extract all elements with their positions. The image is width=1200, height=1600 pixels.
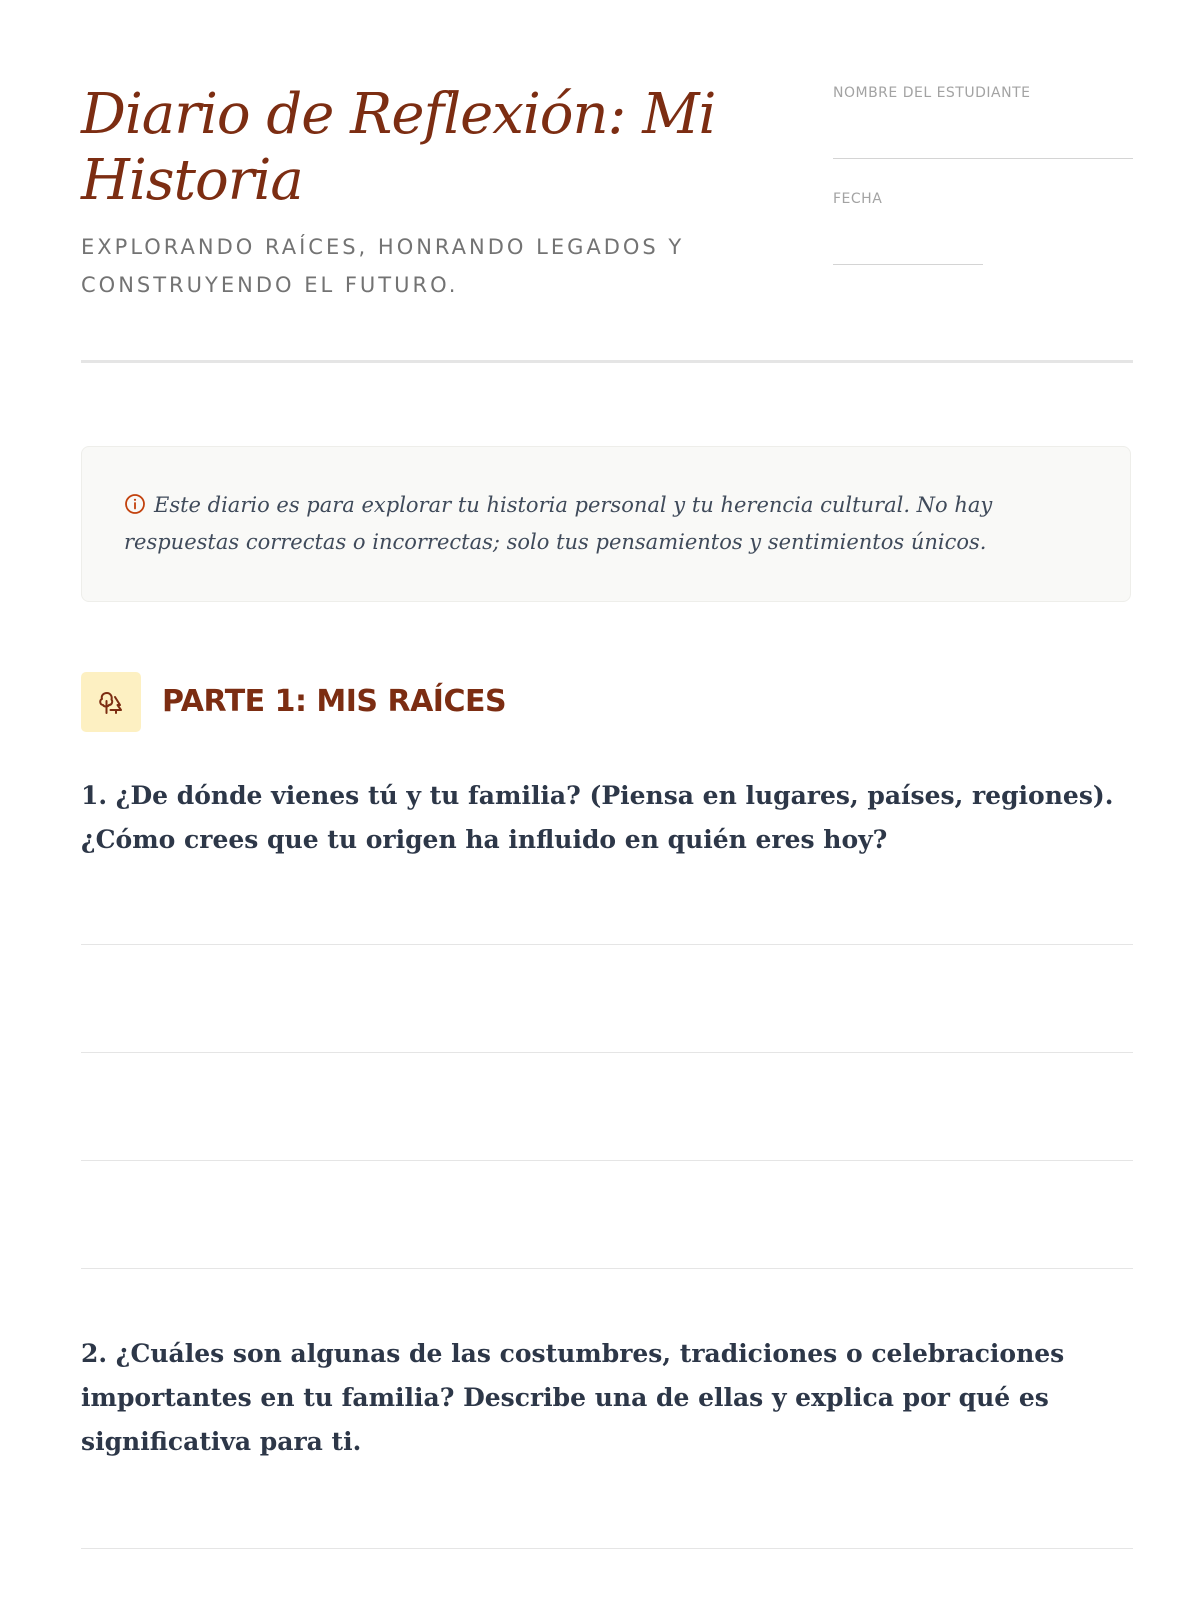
student-name-label: NOMBRE DEL ESTUDIANTE [833, 85, 1031, 101]
page-title: Diario de Reflexión: Mi Historia [81, 82, 716, 213]
question-2: 2. ¿Cuáles son algunas de las costumbres, tradiciones o celebraciones importantes en tu familia? Describe una de ellas y explica por qué es significativa para ti. [81, 1339, 1065, 1456]
section-title: PARTE 1: MIS RAÍCES [162, 684, 507, 719]
date-label: FECHA [833, 191, 883, 207]
question-1: 1. ¿De dónde vienes tú y tu familia? (Piensa en lugares, países, regiones). ¿Cómo crees que tu origen ha influido en quién eres hoy? [81, 781, 1114, 854]
journal-header [81, 0, 1133, 362]
notice-box [81, 446, 1131, 602]
answer-line-2-1[interactable] [81, 1548, 1133, 1549]
answer-line-1-3[interactable] [81, 1160, 1133, 1161]
journal-page [81, 0, 1133, 1456]
section-icon-box [81, 672, 141, 732]
notice-text: Este diario es para explorar tu historia personal y tu herencia cultural. No hay respuestas correctas o incorrectas; solo tus pensamientos y sentimientos únicos. [124, 493, 993, 554]
answer-line-1-2[interactable] [81, 1052, 1133, 1053]
page-subtitle: EXPLORANDO RAÍCES, HONRANDO LEGADOS Y CONSTRUYENDO EL FUTURO. [81, 235, 685, 297]
student-name-field[interactable] [833, 158, 1133, 159]
notice-paragraph [124, 487, 1084, 561]
info-circle-icon [124, 490, 146, 512]
date-field[interactable] [833, 264, 983, 265]
answer-line-1-4[interactable] [81, 1268, 1133, 1269]
section-header [81, 672, 1133, 732]
header-divider [81, 360, 1133, 363]
answer-line-1-1[interactable] [81, 944, 1133, 945]
